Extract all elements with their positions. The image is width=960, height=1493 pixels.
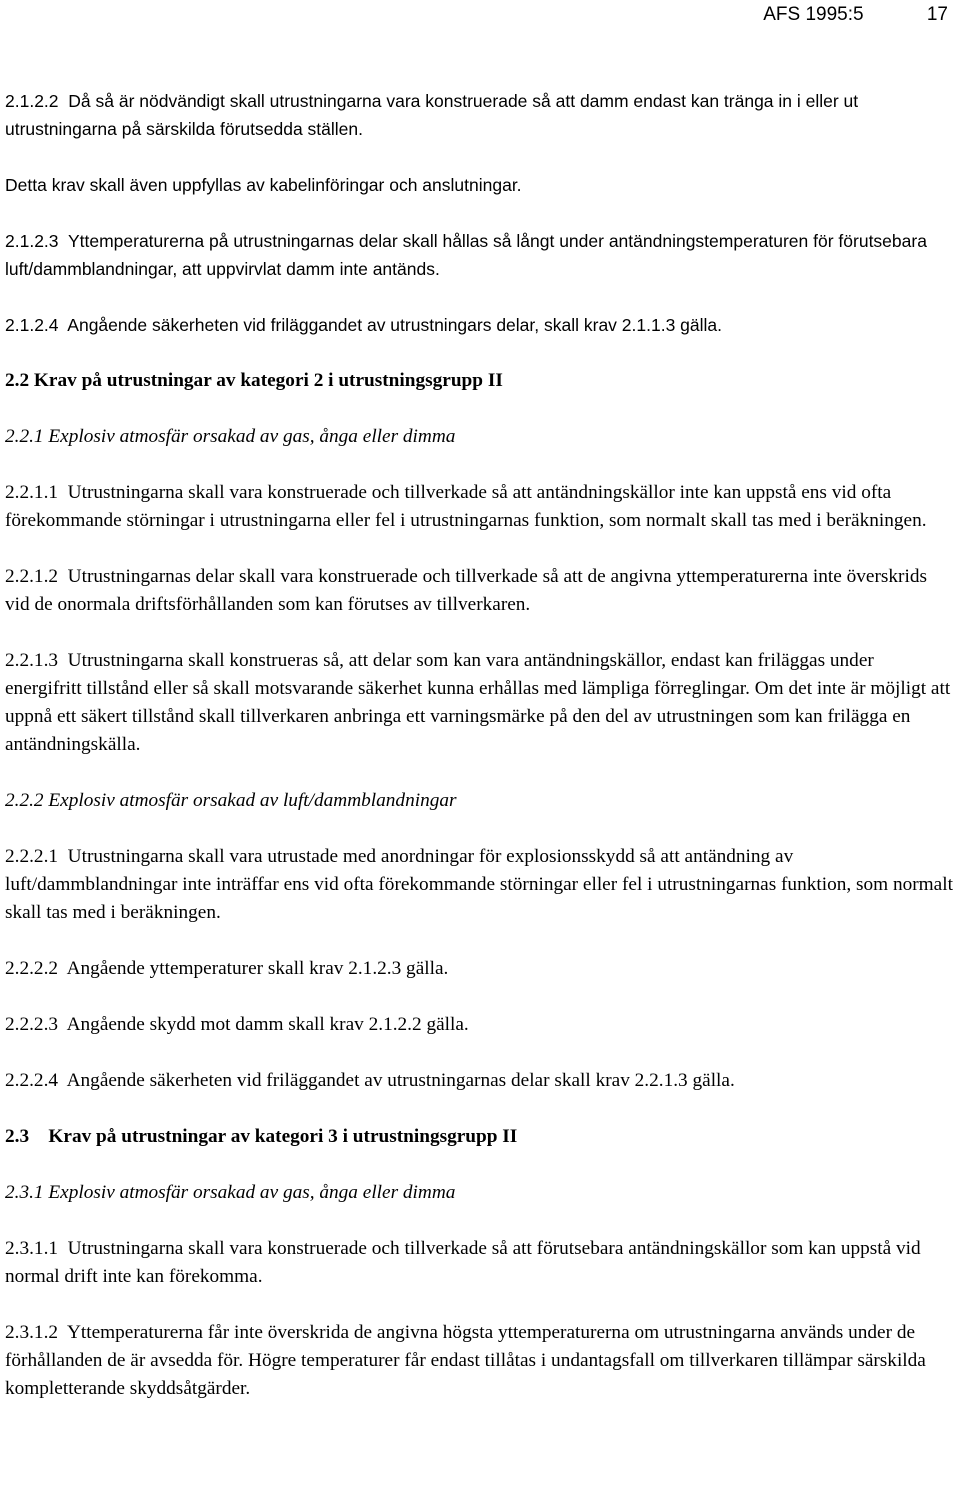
clause-text: Utrustningarna skall vara konstruerade och tillverkade så att förutsebara antändningskällor som kan uppstå vid normal drift inte kan förekomma. (5, 1238, 921, 1287)
clause-text: Utrustningarna skall konstrueras så, att delar som kan vara antändningskällor, endast kan friläggas under energifritt tillstånd eller så skall motsvarande säkerhet kunna erhållas med lämpliga förreglingar. Om det inte är möjligt att uppnå ett säkert tillstånd skall tillverkaren anbringa ett varningsmärke på den del av utrustningen som kan frilägga en antändningskälla. (5, 650, 951, 755)
clause-text: Detta krav skall även uppfyllas av kabelinföringar och anslutningar. (5, 175, 522, 195)
paragraph-2-1-2-4 (5, 311, 953, 339)
clause-text: Utrustningarna skall vara utrustade med anordningar för explosionsskydd så att antändning av luft/dammblandningar inte inträffar ens vid ofta förekommande störningar eller fel i utrustningarnas funktion, som normalt skall tas med i beräkningen. (5, 846, 953, 923)
clause-number: 2.2.1.1 (5, 482, 59, 503)
clause-number: 2.1.2.4 (5, 315, 59, 335)
clause-number: 2.1.2.2 (5, 91, 59, 111)
paragraph-2-1-2-3 (5, 227, 953, 283)
subsection-heading-2-3-1: 2.3.1 Explosiv atmosfär orsakad av gas, ånga eller dimma (5, 1182, 456, 1203)
page-header (763, 4, 948, 26)
clause-text: Angående skydd mot damm skall krav 2.1.2.2 gälla. (66, 1014, 469, 1035)
clause-number: 2.1.2.3 (5, 231, 59, 251)
paragraph-2-3-1-2 (5, 1319, 953, 1403)
section-heading-2-3 (5, 1123, 953, 1151)
paragraph-2-3-1-1 (5, 1235, 953, 1291)
paragraph-2-2-2-2 (5, 955, 953, 983)
document-body (5, 87, 953, 1431)
paragraph-2-1-2-2 (5, 87, 953, 143)
section-number: 2.3 (5, 1126, 30, 1147)
clause-number: 2.2.1.3 (5, 650, 59, 671)
clause-number: 2.2.1.2 (5, 566, 59, 587)
paragraph-2-2-1-1 (5, 479, 953, 535)
section-heading-2-2: 2.2 Krav på utrustningar av kategori 2 i utrustningsgrupp II (5, 370, 503, 391)
subsection-heading-2-2-1: 2.2.1 Explosiv atmosfär orsakad av gas, ånga eller dimma (5, 426, 456, 447)
clause-text: Angående säkerheten vid friläggandet av utrustningarnas delar skall krav 2.2.1.3 gälla. (66, 1070, 735, 1091)
paragraph-2-2-2-1 (5, 843, 953, 927)
paragraph-2-2-2-4 (5, 1067, 953, 1095)
page-number: 17 (926, 4, 948, 25)
clause-number: 2.3.1.2 (5, 1322, 59, 1343)
publication-id: AFS 1995:5 (763, 4, 864, 25)
clause-number: 2.2.2.1 (5, 846, 59, 867)
clause-number: 2.2.2.2 (5, 958, 59, 979)
paragraph-continuation (5, 171, 953, 199)
clause-number: 2.2.2.4 (5, 1070, 59, 1091)
clause-text: Utrustningarnas delar skall vara konstruerade och tillverkade så att de angivna yttemperaturerna inte överskrids vid de onormala driftsförhållanden som kan förutses av tillverkaren. (5, 566, 927, 615)
clause-text: Yttemperaturerna på utrustningarnas delar skall hållas så långt under antändningstemperaturen för förutsebara luft/dammblandningar, att uppvirvlat damm inte antänds. (5, 231, 927, 279)
clause-text: Angående säkerheten vid friläggandet av utrustningars delar, skall krav 2.1.1.3 gälla. (67, 315, 723, 335)
clause-text: Angående yttemperaturer skall krav 2.1.2.3 gälla. (66, 958, 449, 979)
clause-text: Utrustningarna skall vara konstruerade och tillverkade så att antändningskällor inte kan uppstå ens vid ofta förekommande störningar i utrustningarna eller fel i utrustningarnas funktion, som normalt skall tas med i beräkningen. (5, 482, 927, 531)
clause-text: Yttemperaturerna får inte överskrida de angivna högsta yttemperaturerna om utrustningarna används under de förhållanden de är avsedda för. Högre temperaturer får endast tillåtas i undantagsfall om tillverkaren tillämpar särskilda kompletterande skyddsåtgärder. (5, 1322, 926, 1399)
paragraph-2-2-1-3 (5, 647, 953, 759)
subsection-heading-2-2-2: 2.2.2 Explosiv atmosfär orsakad av luft/dammblandningar (5, 790, 457, 811)
clause-number: 2.3.1.1 (5, 1238, 59, 1259)
paragraph-2-2-2-3 (5, 1011, 953, 1039)
paragraph-2-2-1-2 (5, 563, 953, 619)
clause-text: Då så är nödvändigt skall utrustningarna vara konstruerade så att damm endast kan tränga in i eller ut utrustningarna på särskilda förutsedda ställen. (5, 91, 859, 139)
section-title: Krav på utrustningar av kategori 3 i utrustningsgrupp II (48, 1126, 518, 1147)
clause-number: 2.2.2.3 (5, 1014, 59, 1035)
